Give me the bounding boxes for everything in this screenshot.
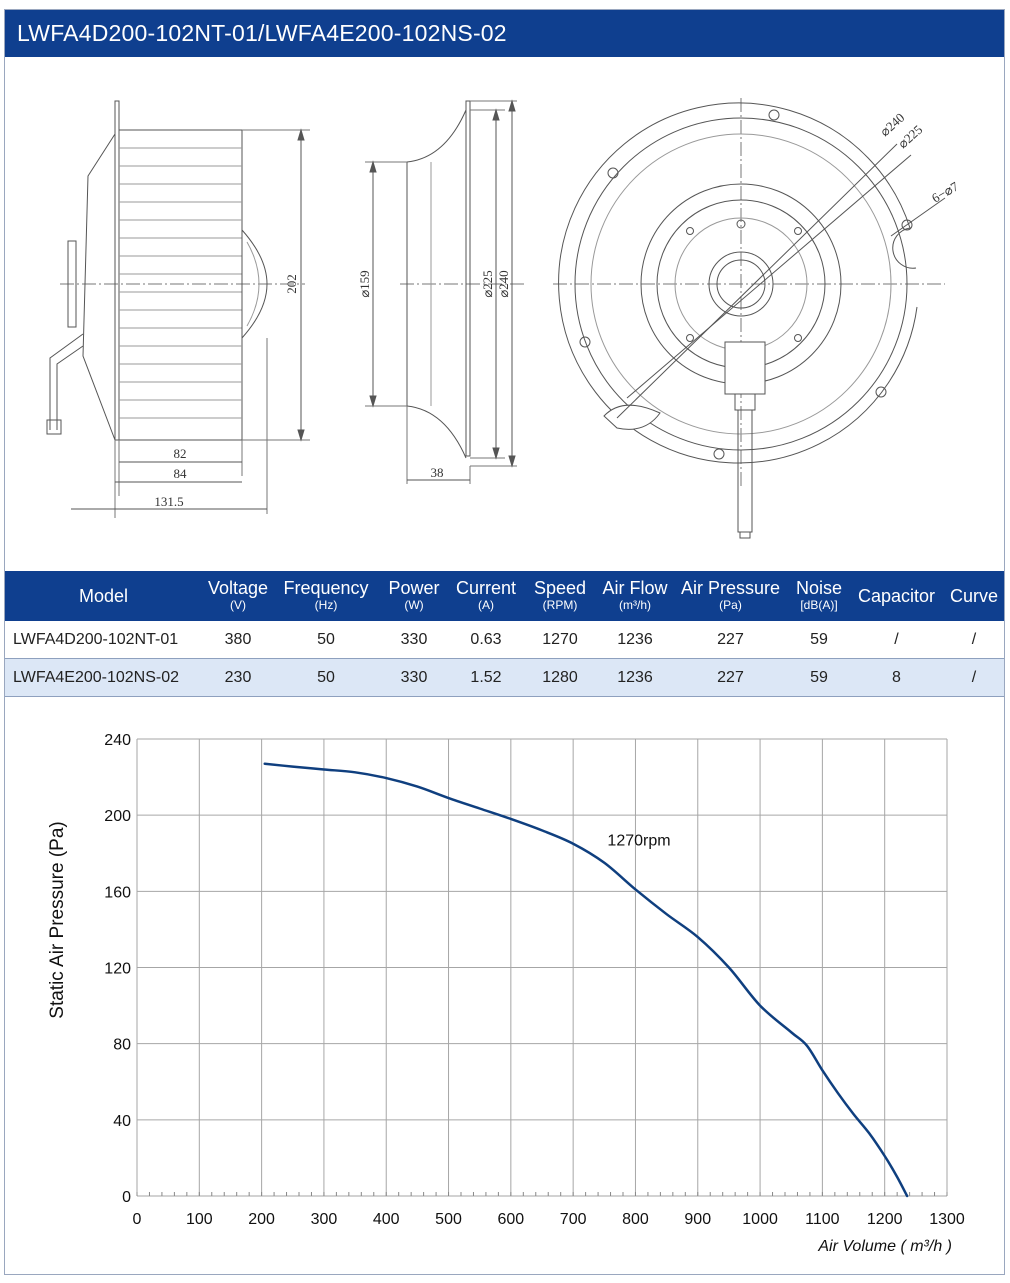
x-tick-label: 300	[310, 1211, 338, 1228]
y-tick-labels	[104, 732, 131, 1206]
header-label: Frequency	[283, 578, 369, 598]
header-voltage	[202, 571, 274, 621]
header-unit: (Pa)	[719, 598, 742, 612]
dim-82: 82	[173, 446, 187, 461]
side-view	[47, 101, 310, 518]
x-tick-label: 100	[185, 1211, 213, 1228]
table-cell: 330	[378, 621, 450, 659]
y-tick-label: 240	[104, 732, 131, 749]
table-cell: LWFA4D200-102NT-01	[5, 621, 202, 659]
header-unit: (m³/h)	[619, 598, 651, 612]
table-cell: /	[944, 621, 1004, 659]
header-unit: (RPM)	[542, 598, 578, 612]
table-cell: LWFA4E200-102NS-02	[5, 659, 202, 697]
impeller-blades	[119, 148, 242, 418]
x-tick-label: 400	[372, 1211, 400, 1228]
header-current	[450, 571, 522, 621]
profile-view	[357, 101, 525, 484]
table-cell: 0.63	[450, 621, 522, 659]
x-tick-label: 800	[622, 1211, 649, 1228]
y-tick-label: 200	[104, 808, 131, 826]
table-cell: 1270	[522, 621, 598, 659]
header-unit: (Hz)	[314, 598, 338, 612]
x-tick-label: 1300	[929, 1211, 965, 1228]
header-air-flow	[598, 571, 672, 621]
table-cell: 1236	[598, 659, 672, 697]
x-tick-label: 1000	[742, 1211, 778, 1228]
table-cell: 227	[672, 659, 789, 697]
table-header-row	[5, 571, 1004, 621]
header-label: Air Flow	[602, 578, 668, 598]
dim-225-front: ⌀225	[894, 121, 926, 152]
performance-chart	[5, 700, 1004, 1274]
dim-225-profile: ⌀225	[480, 270, 495, 298]
header-capacitor	[849, 571, 944, 621]
y-tick-label: 160	[104, 884, 131, 902]
header-air-pressure	[672, 571, 789, 621]
title-bar	[5, 10, 1004, 57]
table-cell: 1280	[522, 659, 598, 697]
header-label: Power	[388, 578, 440, 598]
table-row	[5, 621, 1004, 659]
technical-drawings	[5, 58, 1004, 570]
spec-table	[5, 571, 1004, 697]
table-cell: 50	[274, 659, 378, 697]
header-label: Air Pressure	[680, 578, 781, 598]
y-tick-label: 120	[104, 960, 131, 978]
header-unit: (A)	[478, 598, 494, 612]
header-power	[378, 571, 450, 621]
curve-label-1270rpm: 1270rpm	[607, 832, 671, 850]
table-cell: 59	[789, 621, 849, 659]
page-title: LWFA4D200-102NT-01/LWFA4E200-102NS-02	[17, 20, 507, 46]
dim-202: 202	[284, 274, 299, 294]
table-cell: 227	[672, 621, 789, 659]
table-cell: 1236	[598, 621, 672, 659]
x-tick-label: 1100	[805, 1211, 840, 1228]
front-view	[553, 98, 961, 538]
dim-159: ⌀159	[357, 270, 372, 298]
x-tick-label: 200	[248, 1211, 275, 1228]
dim-240-profile: ⌀240	[496, 270, 511, 298]
x-tick-label: 600	[497, 1211, 525, 1228]
dim-131-5: 131.5	[154, 494, 184, 509]
header-frequency	[274, 571, 378, 621]
x-minor-ticks	[137, 1192, 947, 1196]
series-line-1270rpm	[265, 764, 907, 1196]
header-model	[5, 571, 202, 621]
y-tick-label: 40	[113, 1112, 131, 1130]
x-axis-label: Air Volume ( m³/h )	[818, 1238, 952, 1255]
y-axis-label: Static Air Pressure (Pa)	[47, 821, 68, 1019]
header-label: Speed	[533, 578, 587, 598]
y-tick-label: 80	[113, 1036, 131, 1054]
dim-240-front: ⌀240	[876, 109, 908, 140]
table-cell: 230	[202, 659, 274, 697]
dim-84: 84	[173, 466, 187, 481]
header-speed	[522, 571, 598, 621]
header-label: Voltage	[207, 578, 269, 598]
header-label: Noise	[795, 578, 843, 598]
table-row	[5, 659, 1004, 697]
table-cell: /	[849, 621, 944, 659]
table-cell: 1.52	[450, 659, 522, 697]
table-cell: 330	[378, 659, 450, 697]
y-tick-label: 0	[122, 1189, 131, 1206]
x-tick-labels	[133, 1211, 965, 1228]
table-cell: 50	[274, 621, 378, 659]
header-label: Capacitor	[857, 585, 936, 606]
x-tick-label: 0	[132, 1211, 142, 1228]
table-body	[5, 621, 1004, 697]
header-unit: (V)	[230, 598, 246, 612]
header-label: Curve	[949, 585, 998, 606]
x-tick-label: 1200	[866, 1211, 903, 1228]
chart-grid	[137, 739, 947, 1196]
header-curve	[944, 571, 1004, 621]
dim-38: 38	[430, 465, 444, 480]
table-cell: 59	[789, 659, 849, 697]
table-cell: 380	[202, 621, 274, 659]
header-noise	[789, 571, 849, 621]
table-cell: 8	[849, 659, 944, 697]
x-tick-label: 900	[684, 1211, 712, 1228]
x-tick-label: 700	[559, 1211, 587, 1228]
holes-label: 6−⌀7	[929, 178, 961, 206]
header-unit: (W)	[404, 598, 424, 612]
x-tick-label: 500	[435, 1211, 462, 1228]
header-label: Model	[78, 585, 129, 606]
header-label: Current	[455, 578, 517, 598]
table-cell: /	[944, 659, 1004, 697]
header-unit: [dB(A)]	[800, 598, 838, 612]
